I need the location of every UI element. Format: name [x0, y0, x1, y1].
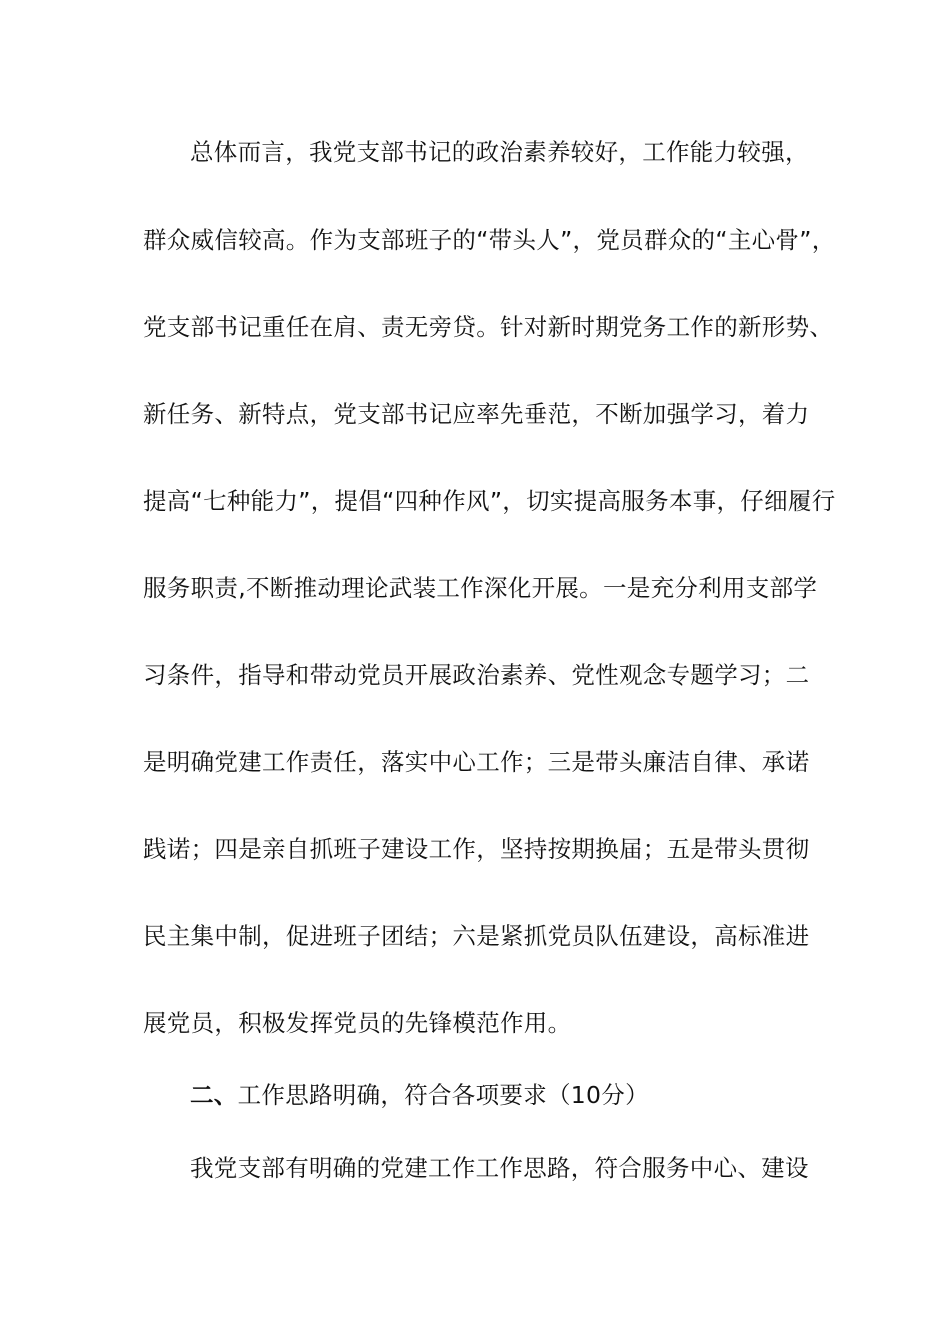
paragraph-line: 提高“七种能力”，提倡“四种作风”，切实提高服务本事，仔细履行: [143, 487, 836, 515]
paragraph-line: 民主集中制，促进班子团结；六是紧抓党员队伍建设，高标准进: [143, 922, 810, 950]
section-heading: [190, 1080, 649, 1110]
paragraph-line: 习条件，指导和带动党员开展政治素养、党性观念专题学习；二: [143, 661, 810, 689]
section-heading-text: 工作思路明确，符合各项要求（10分）: [237, 1081, 649, 1109]
paragraph-line: 总体而言，我党支部书记的政治素养较好，工作能力较强，: [190, 138, 809, 166]
paragraph-line: 展党员，积极发挥党员的先锋模范作用。: [143, 1009, 572, 1037]
paragraph-line: 群众威信较高。作为支部班子的“带头人”，党员群众的“主心骨”，: [143, 226, 836, 254]
paragraph-line: 践诺；四是亲自抓班子建设工作，坚持按期换届；五是带头贯彻: [143, 835, 810, 863]
paragraph-line: 我党支部有明确的党建工作工作思路，符合服务中心、建设: [190, 1154, 809, 1182]
paragraph-line: 服务职责,不断推动理论武装工作深化开展。一是充分利用支部学: [143, 574, 818, 602]
paragraph-line: 党支部书记重任在肩、责无旁贷。针对新时期党务工作的新形势、: [143, 313, 834, 341]
paragraph-line: 是明确党建工作责任，落实中心工作；三是带头廉洁自律、承诺: [143, 748, 810, 776]
paragraph-line: 新任务、新特点，党支部书记应率先垂范，不断加强学习，着力: [143, 400, 810, 428]
section-heading-number: 二、: [190, 1081, 238, 1109]
